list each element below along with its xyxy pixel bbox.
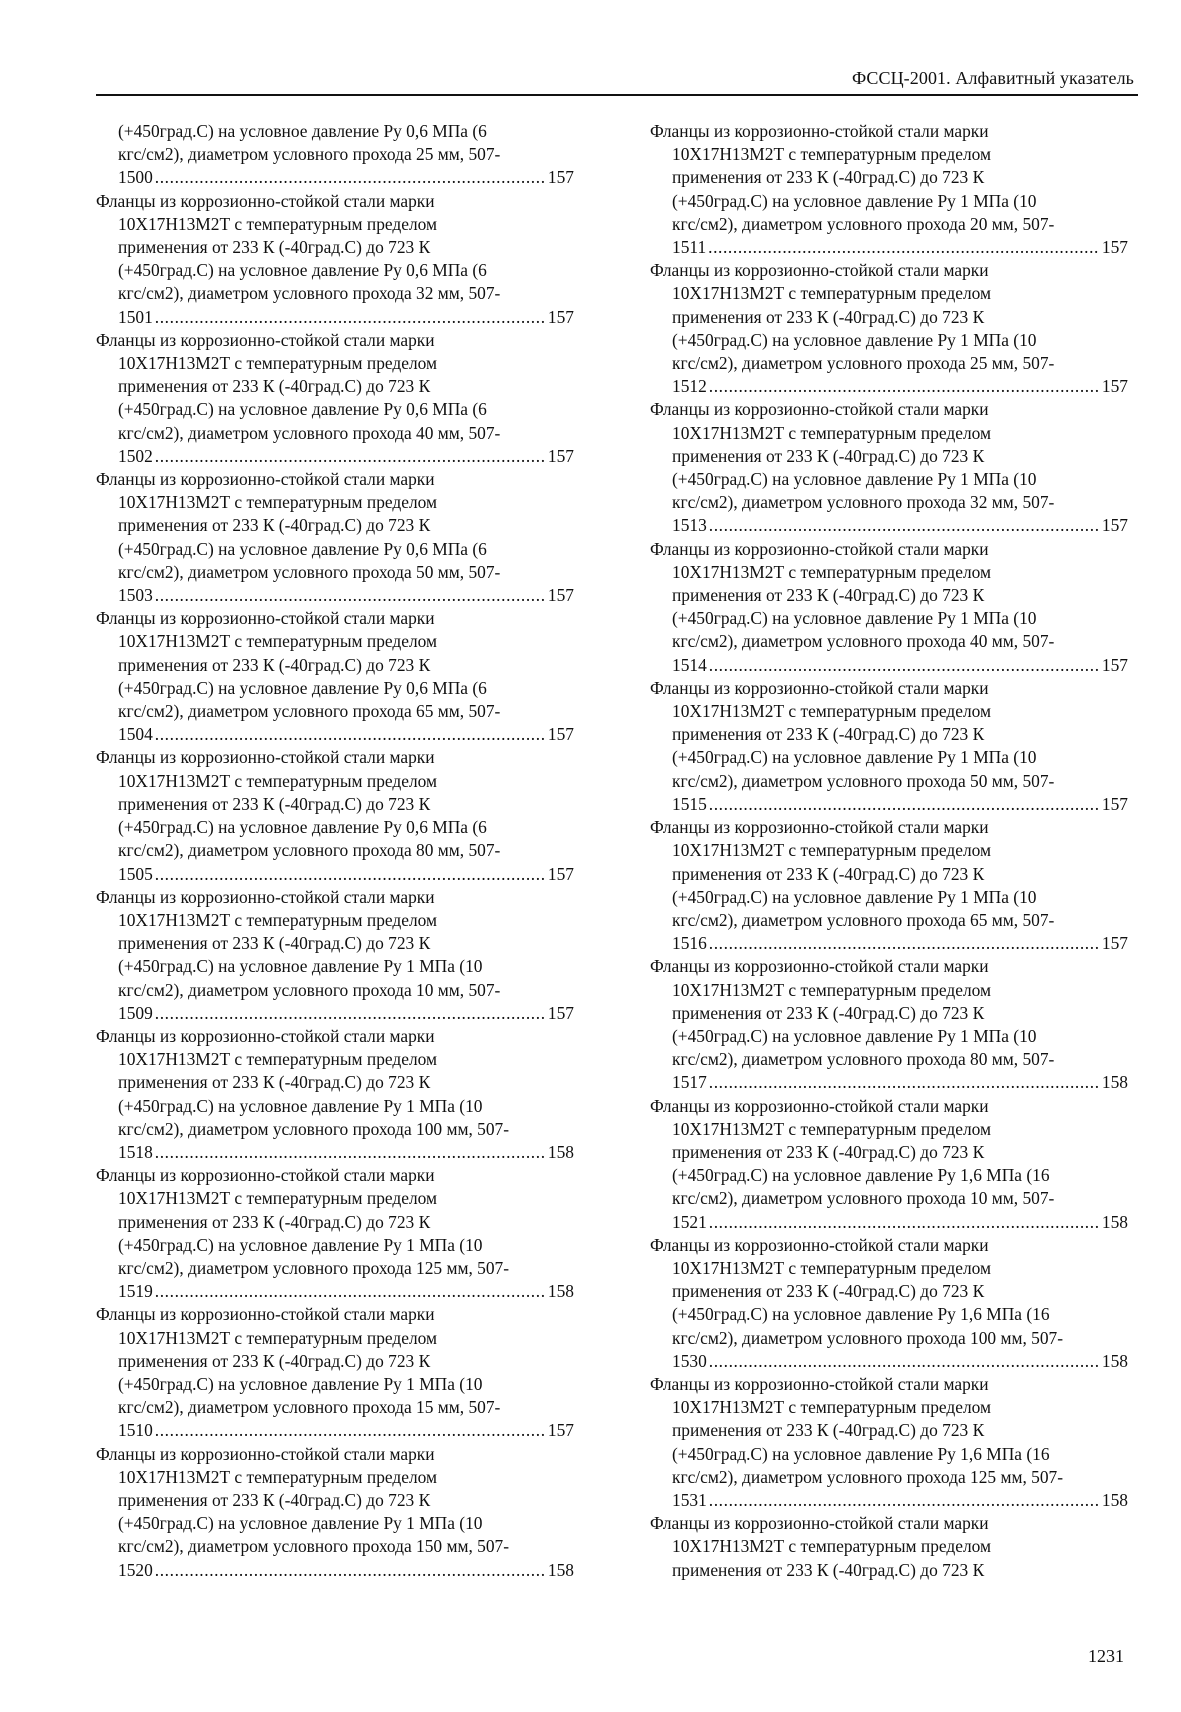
entry-heading: Фланцы из коррозионно-стойкой стали марки [650, 1373, 989, 1394]
entry-line: 10Х17Н13М2Т с температурным пределом [118, 1049, 438, 1070]
entry-line: применения от 233 К (-40град.С) до 723 К [118, 793, 431, 814]
entry-line: кгс/см2), диаметром условного прохода 10 мм, 507- [672, 1188, 1055, 1209]
entry-line: (+450град.С) на условное давление Ру 1 МПа (10 [672, 190, 1037, 211]
index-entry [96, 886, 574, 1025]
entry-description [650, 1257, 1128, 1373]
entry-line: 10Х17Н13М2Т с температурным пределом [672, 1118, 992, 1139]
entry-description [650, 1396, 1128, 1512]
entry-line: кгс/см2), диаметром условного прохода 100 мм, 507- [672, 1327, 1064, 1348]
entry-line: (+450град.С) на условное давление Ру 1 МПа (10 [672, 747, 1037, 768]
page-reference: 158 [1101, 1211, 1128, 1232]
item-code: 1514 [672, 654, 707, 675]
item-code: 1510 [118, 1420, 153, 1441]
entry-line: применения от 233 К (-40град.С) до 723 К [118, 1072, 431, 1093]
entry-line: 10Х17Н13М2Т с температурным пределом [118, 492, 438, 513]
index-entry [650, 120, 1128, 259]
entry-line: 10Х17Н13М2Т с температурным пределом [672, 283, 992, 304]
entry-line: применения от 233 К (-40град.С) до 723 К [118, 376, 431, 397]
dot-leader [709, 375, 1100, 398]
entry-line: применения от 233 К (-40град.С) до 723 К [118, 1489, 431, 1510]
entry-code-line [672, 1211, 1128, 1234]
entry-line: 10Х17Н13М2Т с температурным пределом [118, 353, 438, 374]
entry-line: применения от 233 К (-40град.С) до 723 К [672, 1420, 985, 1441]
entry-line: 10Х17Н13М2Т с температурным пределом [118, 770, 438, 791]
dot-leader [155, 166, 546, 189]
index-entry [96, 1025, 574, 1164]
entry-code-line [672, 932, 1128, 955]
entry-line: (+450град.С) на условное давление Ру 1 МПа (10 [118, 1373, 483, 1394]
entry-line: кгс/см2), диаметром условного прохода 32 мм, 507- [118, 283, 501, 304]
index-entry [96, 1303, 574, 1442]
entry-line: применения от 233 К (-40град.С) до 723 К [672, 1281, 985, 1302]
dot-leader [155, 306, 546, 329]
entry-line: 10Х17Н13М2Т с температурным пределом [672, 1536, 992, 1557]
entry-line: кгс/см2), диаметром условного прохода 80 мм, 507- [118, 840, 501, 861]
page-reference: 157 [547, 1420, 574, 1441]
item-code: 1505 [118, 863, 153, 884]
index-column-right [650, 120, 1128, 1582]
dot-leader [155, 1002, 546, 1025]
entry-line: (+450град.С) на условное давление Ру 1 МПа (10 [672, 608, 1037, 629]
index-entry [650, 1095, 1128, 1234]
entry-heading: Фланцы из коррозионно-стойкой стали марки [96, 886, 435, 907]
entry-heading: Фланцы из коррозионно-стойкой стали марки [650, 956, 989, 977]
entry-line: применения от 233 К (-40град.С) до 723 К [672, 306, 985, 327]
entry-line: кгс/см2), диаметром условного прохода 125 мм, 507- [118, 1257, 510, 1278]
entry-line: (+450град.С) на условное давление Ру 0,6 МПа (6 [118, 538, 487, 559]
item-code: 1531 [672, 1489, 707, 1510]
entry-line: 10Х17Н13М2Т с температурным пределом [672, 1257, 992, 1278]
entry-heading: Фланцы из коррозионно-стойкой стали марки [96, 1304, 435, 1325]
entry-line: кгс/см2), диаметром условного прохода 65 мм, 507- [118, 701, 501, 722]
entry-code-line [118, 166, 574, 189]
page-reference: 157 [547, 445, 574, 466]
entry-line: 10Х17Н13М2Т с температурным пределом [118, 909, 438, 930]
page-reference: 157 [1101, 515, 1128, 536]
entry-code-line [672, 793, 1128, 816]
entry-line: 10Х17Н13М2Т с температурным пределом [118, 1466, 438, 1487]
entry-code-line [118, 1280, 574, 1303]
entry-line: 10Х17Н13М2Т с температурным пределом [672, 701, 992, 722]
item-code: 1516 [672, 933, 707, 954]
index-entry [650, 398, 1128, 537]
entry-description [650, 1535, 1128, 1581]
entry-line: применения от 233 К (-40град.С) до 723 К [672, 863, 985, 884]
item-code: 1501 [118, 306, 153, 327]
entry-line: 10Х17Н13М2Т с температурным пределом [118, 1327, 438, 1348]
entry-description [650, 282, 1128, 398]
page-reference: 157 [547, 863, 574, 884]
entry-code-line [118, 863, 574, 886]
entry-heading: Фланцы из коррозионно-стойкой стали марки [650, 1095, 989, 1116]
entry-line: кгс/см2), диаметром условного прохода 20 мм, 507- [672, 213, 1055, 234]
page-reference: 157 [1101, 376, 1128, 397]
entry-line: кгс/см2), диаметром условного прохода 80 мм, 507- [672, 1049, 1055, 1070]
entry-line: 10Х17Н13М2Т с температурным пределом [672, 422, 992, 443]
page-reference: 157 [547, 585, 574, 606]
entry-line: применения от 233 К (-40град.С) до 723 К [672, 445, 985, 466]
entry-description [650, 561, 1128, 677]
entry-code-line [118, 723, 574, 746]
item-code: 1515 [672, 793, 707, 814]
item-code: 1500 [118, 167, 153, 188]
entry-heading: Фланцы из коррозионно-стойкой стали марки [650, 121, 989, 141]
dot-leader [709, 654, 1100, 677]
entry-description [650, 1118, 1128, 1234]
item-code: 1502 [118, 445, 153, 466]
page-reference: 157 [547, 167, 574, 188]
entry-description [96, 120, 574, 190]
entry-line: применения от 233 К (-40град.С) до 723 К [118, 654, 431, 675]
dot-leader [155, 863, 546, 886]
item-code: 1511 [672, 237, 707, 258]
page-reference: 157 [1101, 793, 1128, 814]
entry-line: применения от 233 К (-40град.С) до 723 К [672, 585, 985, 606]
entry-description [96, 770, 574, 886]
entry-line: кгс/см2), диаметром условного прохода 125 мм, 507- [672, 1466, 1064, 1487]
page-reference: 158 [1101, 1350, 1128, 1371]
entry-description [96, 1327, 574, 1443]
dot-leader [155, 1419, 546, 1442]
entry-code-line [118, 1419, 574, 1442]
entry-line: (+450град.С) на условное давление Ру 1 МПа (10 [118, 1513, 483, 1534]
entry-heading: Фланцы из коррозионно-стойкой стали марки [650, 677, 989, 698]
entry-code-line [118, 1141, 574, 1164]
entry-line: применения от 233 К (-40град.С) до 723 К [118, 1350, 431, 1371]
entry-code-line [672, 654, 1128, 677]
index-entry [650, 816, 1128, 955]
page-reference: 158 [547, 1141, 574, 1162]
entry-line: кгс/см2), диаметром условного прохода 150 мм, 507- [118, 1536, 510, 1557]
entry-heading: Фланцы из коррозионно-стойкой стали марки [650, 1513, 989, 1534]
entry-line: 10Х17Н13М2Т с температурным пределом [672, 144, 992, 165]
entry-code-line [118, 306, 574, 329]
entry-heading: Фланцы из коррозионно-стойкой стали марки [96, 1025, 435, 1046]
dot-leader [155, 445, 546, 468]
page-reference: 157 [547, 724, 574, 745]
entry-line: (+450град.С) на условное давление Ру 0,6 МПа (6 [118, 121, 487, 141]
entry-line: применения от 233 К (-40град.С) до 723 К [672, 1559, 985, 1580]
entry-code-line [118, 1559, 574, 1582]
entry-description [650, 700, 1128, 816]
entry-description [96, 1466, 574, 1582]
entry-code-line [118, 445, 574, 468]
item-code: 1518 [118, 1141, 153, 1162]
entry-line: (+450град.С) на условное давление Ру 0,6 МПа (6 [118, 677, 487, 698]
entry-heading: Фланцы из коррозионно-стойкой стали марки [650, 817, 989, 838]
page-reference: 157 [1101, 933, 1128, 954]
entry-line: (+450град.С) на условное давление Ру 0,6 МПа (6 [118, 260, 487, 281]
entry-line: кгс/см2), диаметром условного прохода 50 мм, 507- [672, 770, 1055, 791]
entry-heading: Фланцы из коррозионно-стойкой стали марки [96, 1165, 435, 1186]
index-entry [650, 538, 1128, 677]
entry-description [96, 213, 574, 329]
entry-code-line [672, 1489, 1128, 1512]
entry-line: 10Х17Н13М2Т с температурным пределом [672, 561, 992, 582]
page-number: 1231 [1088, 1646, 1124, 1666]
entry-line: кгс/см2), диаметром условного прохода 25 мм, 507- [672, 353, 1055, 374]
entry-line: 10Х17Н13М2Т с температурным пределом [672, 840, 992, 861]
entry-line: 10Х17Н13М2Т с температурным пределом [118, 631, 438, 652]
dot-leader [155, 1559, 546, 1582]
entry-description [650, 839, 1128, 955]
entry-heading: Фланцы из коррозионно-стойкой стали марки [96, 469, 435, 490]
entry-line: кгс/см2), диаметром условного прохода 65 мм, 507- [672, 909, 1055, 930]
item-code: 1509 [118, 1002, 153, 1023]
page-reference: 157 [547, 1002, 574, 1023]
entry-code-line [118, 584, 574, 607]
entry-line: кгс/см2), диаметром условного прохода 32 мм, 507- [672, 492, 1055, 513]
entry-line: (+450град.С) на условное давление Ру 1 МПа (10 [672, 469, 1037, 490]
dot-leader [155, 1280, 546, 1303]
index-column-left [96, 120, 574, 1582]
page-header [96, 66, 1138, 96]
entry-line: (+450град.С) на условное давление Ру 1 МПа (10 [118, 1234, 483, 1255]
entry-description [650, 422, 1128, 538]
entry-line: 10Х17Н13М2Т с температурным пределом [118, 1188, 438, 1209]
entry-line: (+450град.С) на условное давление Ру 1 МПа (10 [118, 1095, 483, 1116]
dot-leader [709, 1211, 1100, 1234]
dot-leader [155, 584, 546, 607]
item-code: 1517 [672, 1072, 707, 1093]
entry-code-line [672, 1350, 1128, 1373]
entry-line: применения от 233 К (-40град.С) до 723 К [672, 167, 985, 188]
dot-leader [709, 932, 1100, 955]
entry-code-line [672, 514, 1128, 537]
item-code: 1519 [118, 1281, 153, 1302]
index-entry [650, 1373, 1128, 1512]
entry-line: (+450град.С) на условное давление Ру 0,6 МПа (6 [118, 399, 487, 420]
entry-line: кгс/см2), диаметром условного прохода 15 мм, 507- [118, 1397, 501, 1418]
entry-heading: Фланцы из коррозионно-стойкой стали марки [96, 190, 435, 211]
entry-description [96, 909, 574, 1025]
page-reference: 158 [547, 1559, 574, 1580]
entry-line: (+450град.С) на условное давление Ру 1 МПа (10 [672, 329, 1037, 350]
dot-leader [709, 793, 1100, 816]
entry-line: (+450град.С) на условное давление Ру 1,6 МПа (16 [672, 1443, 1050, 1464]
index-entry [650, 677, 1128, 816]
entry-line: кгс/см2), диаметром условного прохода 10 мм, 507- [118, 979, 501, 1000]
page-reference: 158 [1101, 1489, 1128, 1510]
dot-leader [708, 236, 1100, 259]
entry-heading: Фланцы из коррозионно-стойкой стали марки [96, 1443, 435, 1464]
index-entry [96, 607, 574, 746]
entry-line: кгс/см2), диаметром условного прохода 25 мм, 507- [118, 144, 501, 165]
index-entry [650, 955, 1128, 1094]
entry-line: (+450град.С) на условное давление Ру 1 МПа (10 [118, 956, 483, 977]
entry-line: применения от 233 К (-40град.С) до 723 К [672, 1141, 985, 1162]
entry-line: применения от 233 К (-40град.С) до 723 К [118, 237, 431, 258]
entry-line: кгс/см2), диаметром условного прохода 40 мм, 507- [118, 422, 501, 443]
entry-heading: Фланцы из коррозионно-стойкой стали марки [650, 538, 989, 559]
item-code: 1530 [672, 1350, 707, 1371]
entry-heading: Фланцы из коррозионно-стойкой стали марки [650, 260, 989, 281]
entry-line: (+450град.С) на условное давление Ру 1,6 МПа (16 [672, 1304, 1050, 1325]
dot-leader [709, 1350, 1100, 1373]
entry-heading: Фланцы из коррозионно-стойкой стали марки [96, 329, 435, 350]
entry-line: применения от 233 К (-40град.С) до 723 К [118, 933, 431, 954]
item-code: 1521 [672, 1211, 707, 1232]
dot-leader [155, 723, 546, 746]
entry-heading: Фланцы из коррозионно-стойкой стали марки [96, 608, 435, 629]
dot-leader [709, 1489, 1100, 1512]
item-code: 1513 [672, 515, 707, 536]
entry-description [96, 1048, 574, 1164]
entry-line: (+450град.С) на условное давление Ру 0,6 МПа (6 [118, 817, 487, 838]
entry-description [96, 630, 574, 746]
entry-line: 10Х17Н13М2Т с температурным пределом [672, 979, 992, 1000]
entry-line: применения от 233 К (-40град.С) до 723 К [118, 515, 431, 536]
entry-heading: Фланцы из коррозионно-стойкой стали марки [650, 1234, 989, 1255]
index-entry [96, 329, 574, 468]
index-entry [96, 468, 574, 607]
entry-line: (+450град.С) на условное давление Ру 1 МПа (10 [672, 886, 1037, 907]
item-code: 1520 [118, 1559, 153, 1580]
page-reference: 157 [1101, 654, 1128, 675]
entry-line: применения от 233 К (-40град.С) до 723 К [672, 1002, 985, 1023]
index-entry [96, 746, 574, 885]
entry-code-line [672, 236, 1128, 259]
entry-line: применения от 233 К (-40град.С) до 723 К [118, 1211, 431, 1232]
index-entry [96, 1443, 574, 1582]
item-code: 1504 [118, 724, 153, 745]
index-entry [650, 259, 1128, 398]
entry-line: 10Х17Н13М2Т с температурным пределом [672, 1397, 992, 1418]
entry-line: применения от 233 К (-40град.С) до 723 К [672, 724, 985, 745]
dot-leader [709, 1071, 1100, 1094]
entry-line: кгс/см2), диаметром условного прохода 100 мм, 507- [118, 1118, 510, 1139]
entry-heading: Фланцы из коррозионно-стойкой стали марки [96, 747, 435, 768]
dot-leader [155, 1141, 546, 1164]
index-entry [96, 120, 574, 190]
entry-line: кгс/см2), диаметром условного прохода 50 мм, 507- [118, 561, 501, 582]
dot-leader [709, 514, 1100, 537]
index-entry [650, 1234, 1128, 1373]
running-title: ФССЦ-2001. Алфавитный указатель [852, 68, 1134, 88]
entry-code-line [118, 1002, 574, 1025]
entry-description [650, 979, 1128, 1095]
entry-description [96, 352, 574, 468]
index-entry [96, 190, 574, 329]
entry-description [96, 1187, 574, 1303]
page-reference: 157 [1101, 237, 1128, 258]
entry-line: кгс/см2), диаметром условного прохода 40 мм, 507- [672, 631, 1055, 652]
index-entry [650, 1512, 1128, 1582]
entry-line: (+450град.С) на условное давление Ру 1 МПа (10 [672, 1025, 1037, 1046]
index-entry [96, 1164, 574, 1303]
item-code: 1503 [118, 585, 153, 606]
entry-code-line [672, 375, 1128, 398]
item-code: 1512 [672, 376, 707, 397]
page-reference: 158 [1101, 1072, 1128, 1093]
entry-heading: Фланцы из коррозионно-стойкой стали марки [650, 399, 989, 420]
entry-line: (+450град.С) на условное давление Ру 1,6 МПа (16 [672, 1165, 1050, 1186]
entry-description [96, 491, 574, 607]
entry-line: 10Х17Н13М2Т с температурным пределом [118, 213, 438, 234]
entry-description [650, 143, 1128, 259]
entry-code-line [672, 1071, 1128, 1094]
page-reference: 158 [547, 1281, 574, 1302]
page-reference: 157 [547, 306, 574, 327]
